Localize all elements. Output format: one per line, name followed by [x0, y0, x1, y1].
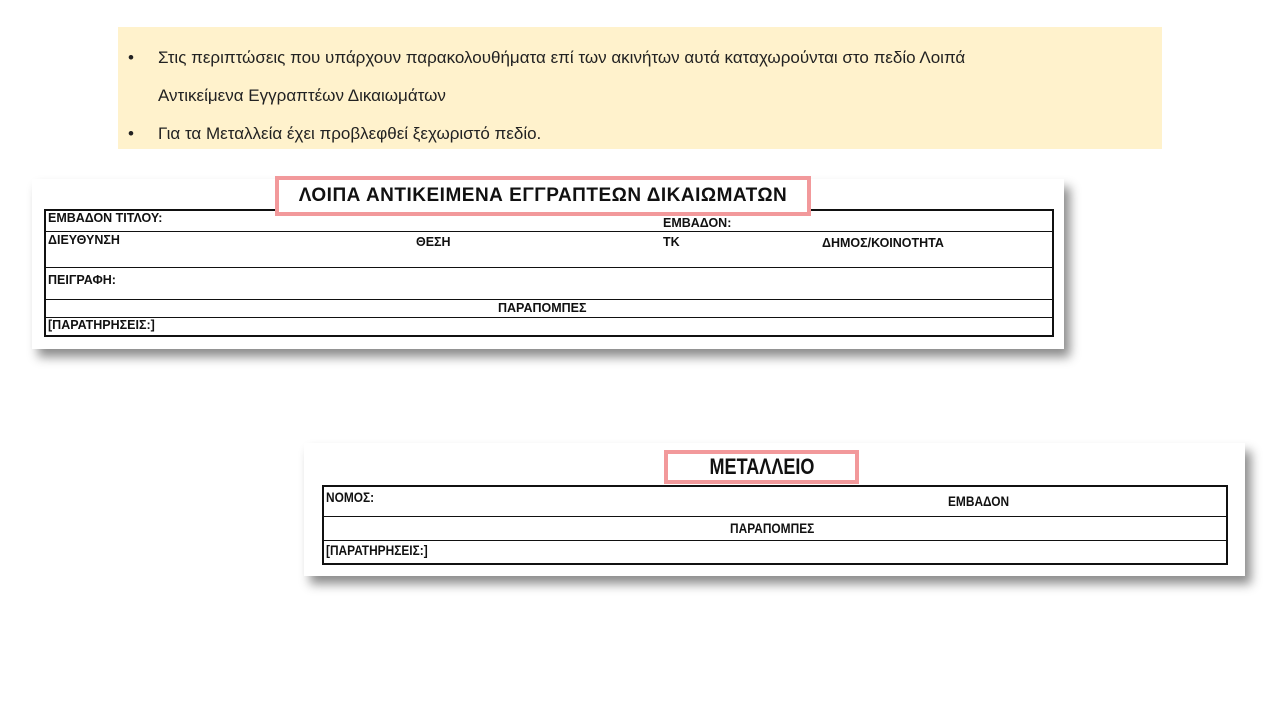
other-rights-title-highlight	[275, 176, 811, 216]
other-rights-title: ΛΟΙΠΑ ΑΝΤΙΚΕΙΜΕΝΑ ΕΓΓΡΑΠΤΕΩΝ ΔΙΚΑΙΩΜΑΤΩΝ	[298, 185, 788, 206]
position-label: ΘΕΣΗ	[416, 235, 451, 249]
note-item-1: • Στις περιπτώσεις που υπάρχουν παρακολουθήματα επί των ακινήτων αυτά καταχωρούνται στο πεδίο Λοιπά	[158, 39, 1142, 77]
mine-form-grid	[322, 485, 1228, 565]
note-item-2: • Για τα Μεταλλεία έχει προβλεφθεί ξεχωριστό πεδίο.	[158, 115, 1142, 153]
form-divider	[46, 231, 1052, 232]
prefecture-label: ΝΟΜΟΣ:	[326, 489, 375, 505]
mine-title-highlight	[664, 450, 859, 484]
notes-list	[158, 39, 1142, 153]
form-divider	[46, 299, 1052, 300]
form-divider	[324, 540, 1226, 541]
area-label: ΕΜΒΑΔΟΝ:	[663, 216, 732, 230]
municipality-label: ΔΗΜΟΣ/ΚΟΙΝΟΤΗΤΑ	[822, 236, 944, 250]
mine-title: ΜΕΤΑΛΛΕΙΟ	[709, 454, 814, 479]
note-item-1-continuation: Αντικείμενα Εγγραπτέων Δικαιωμάτων	[158, 86, 446, 105]
mine-area-label: ΕΜΒΑΔΟΝ	[948, 493, 1010, 509]
address-label: ΔΙΕΥΘΥΝΣΗ	[48, 233, 120, 247]
description-label: ΠΕΙΓΡΑΦΗ:	[48, 273, 116, 287]
form-divider	[46, 317, 1052, 318]
notes-panel	[118, 27, 1162, 149]
other-rights-form-grid	[44, 209, 1054, 337]
mine-remarks-label: [ΠΑΡΑΤΗΡΗΣΕΙΣ:]	[326, 542, 428, 558]
postal-code-label: ΤΚ	[663, 235, 680, 249]
remarks-label: [ΠΑΡΑΤΗΡΗΣΕΙΣ:]	[48, 318, 155, 332]
other-rights-form-image	[32, 179, 1064, 349]
mine-references-label: ΠΑΡΑΠΟΜΠΕΣ	[730, 520, 815, 536]
mine-form-image	[304, 443, 1245, 576]
title-area-label: ΕΜΒΑΔΟΝ ΤΙΤΛΟΥ:	[48, 211, 163, 225]
form-divider	[324, 516, 1226, 517]
references-label: ΠΑΡΑΠΟΜΠΕΣ	[498, 301, 587, 315]
form-divider	[46, 267, 1052, 268]
